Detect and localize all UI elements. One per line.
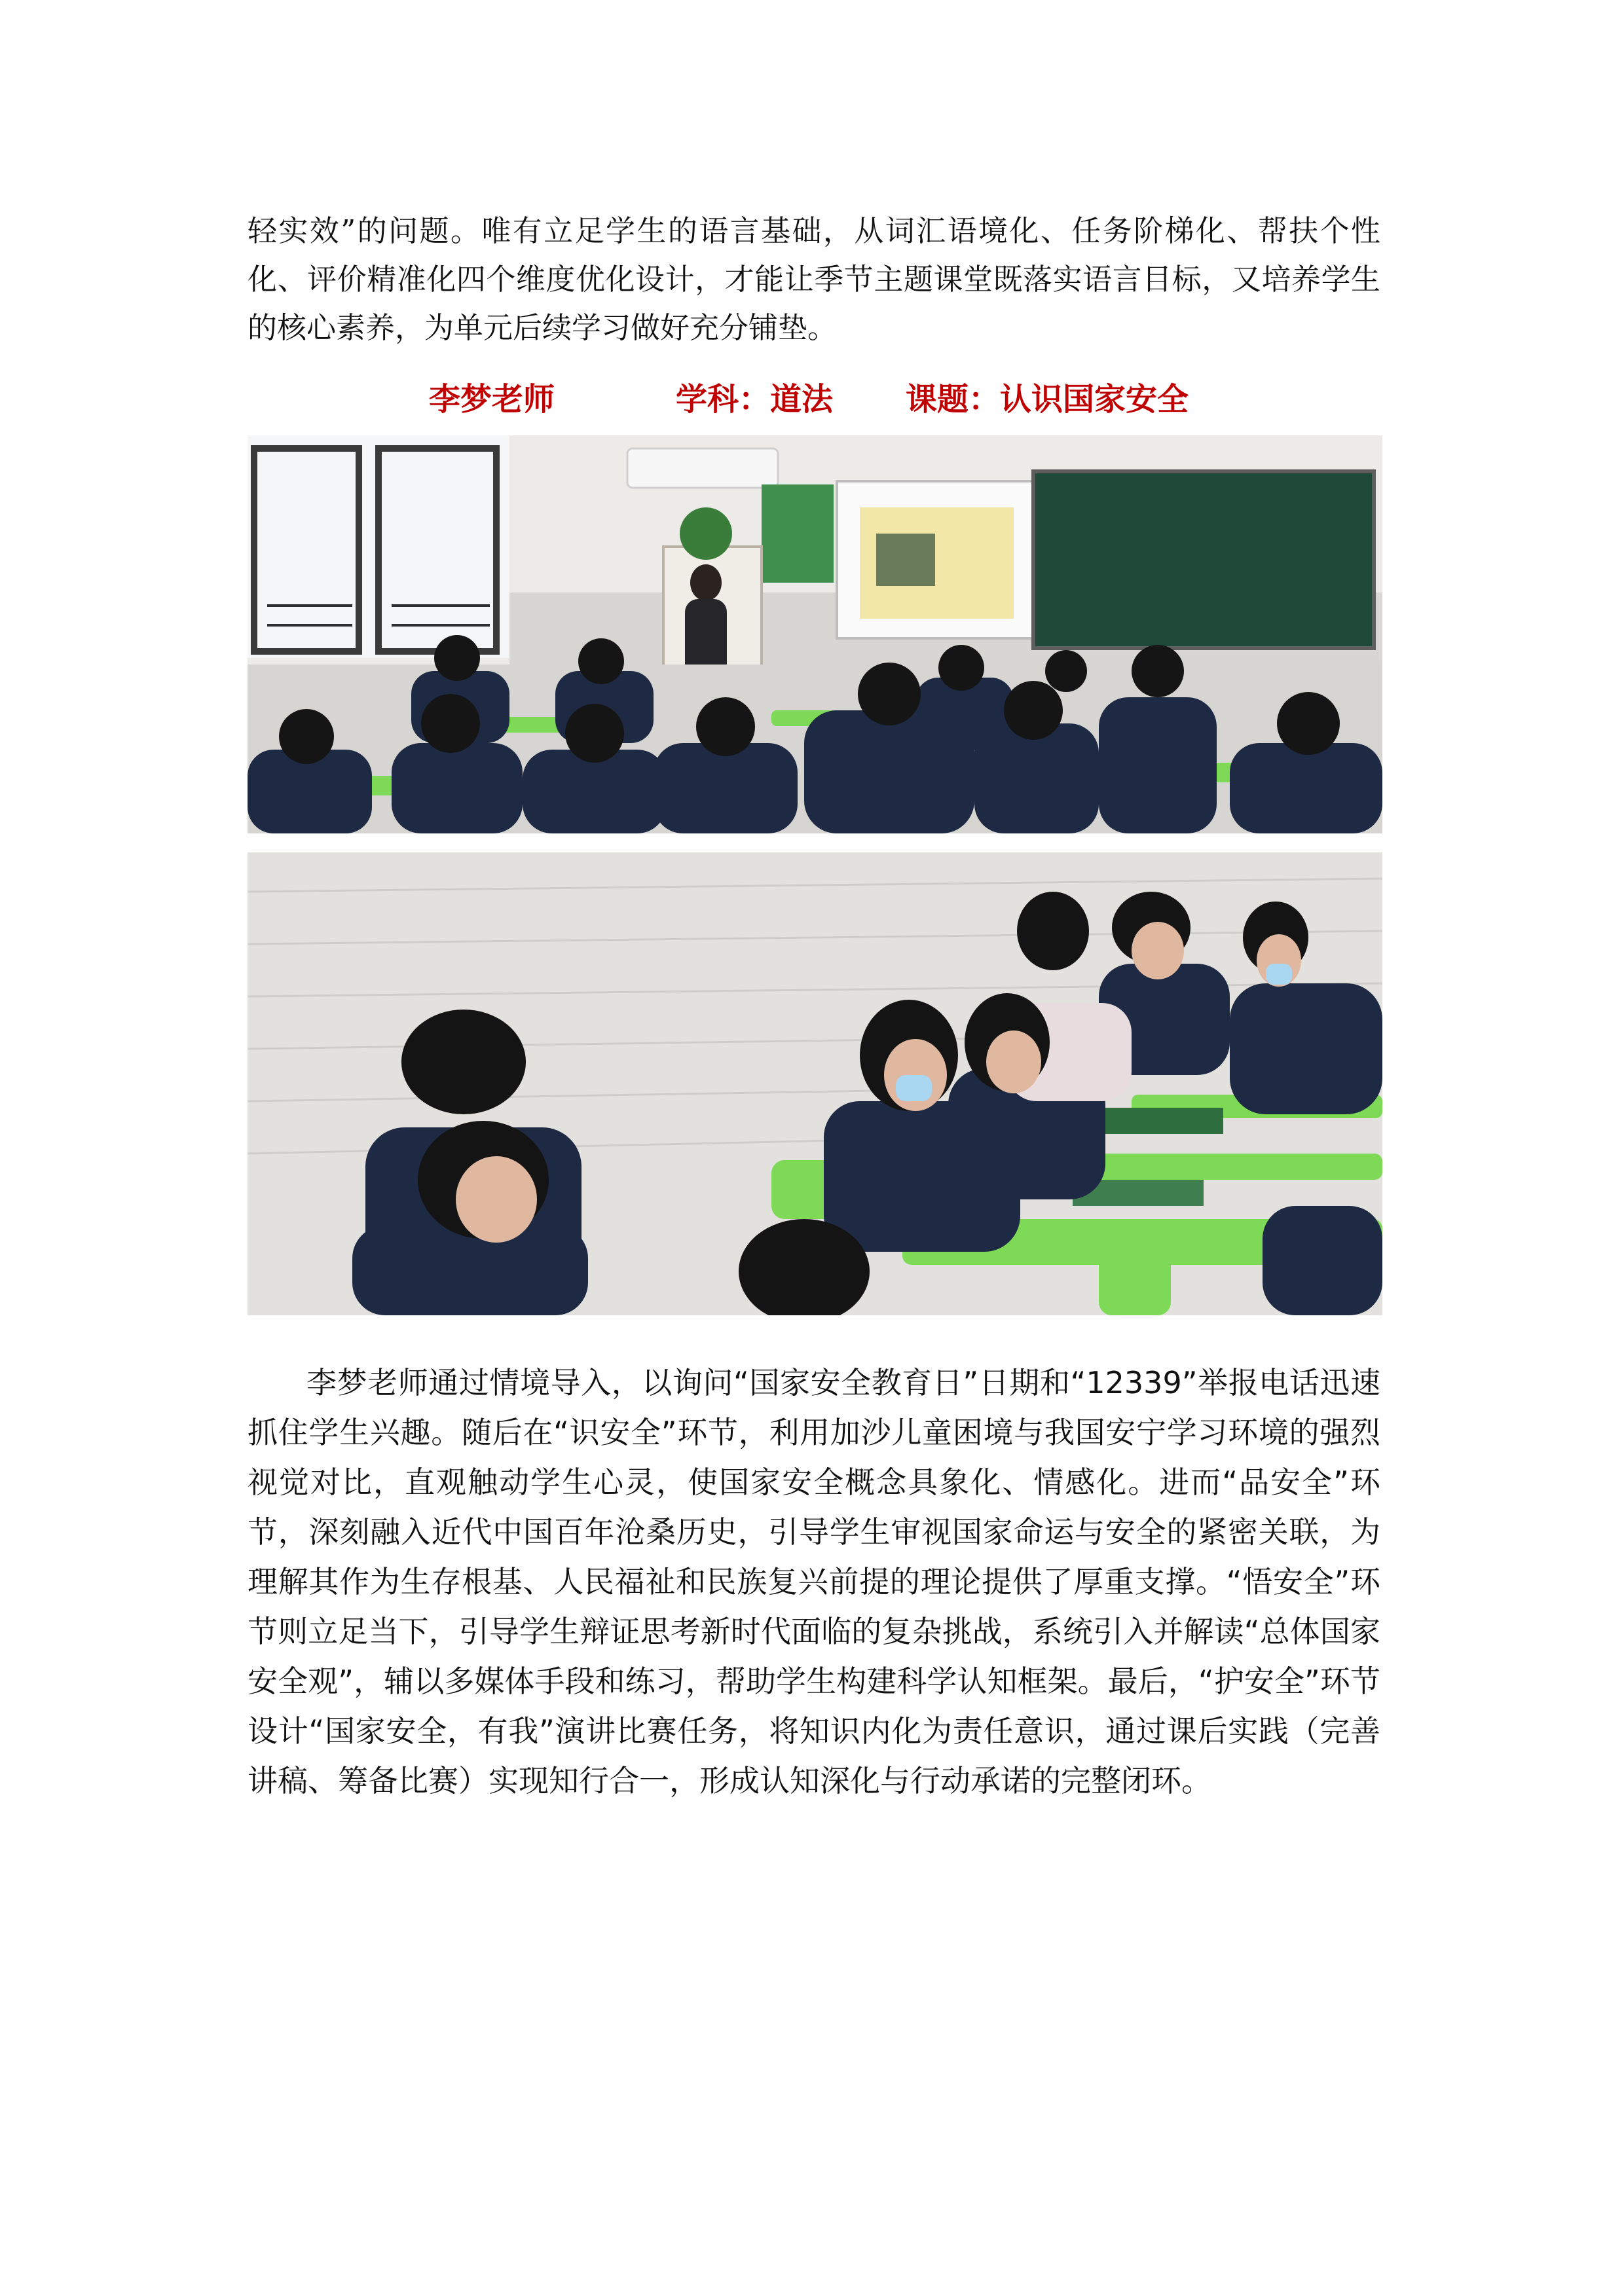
classroom-photo xyxy=(248,435,1382,833)
body-paragraph: 李梦老师通过情境导入，以询问“国家安全教育日”日期和“12339”举报电话迅速抓住学生兴趣。随后在“识安全”环节，利用加沙儿童困境与我国安宁学习环境的强烈视觉对比，直观触动学生心灵，使国家安全概念具象化、情感化。进而“品安全”环节，深刻融入近代中国百年沧桑历史，引导学生审视国家命运与安全的紧密关联，为理解其作为生存根基、人民福祉和民族复兴前提的理论提供了厚重支撑。“悟安全”环节则立足当下，引导学生辩证思考新时代面临的复杂挑战，系统引入并解读“总体国家安全观”，辅以多媒体手段和练习，帮助学生构建科学认知框架。最后，“护安全”环节设计“国家安全，有我”演讲比赛任务，将知识内化为责任意识，通过课后实践（完善讲稿、筹备比赛）实现知行合一，形成认知深化与行动承诺的完整闭环。 xyxy=(248,1365,1380,1798)
students-at-desks-photo xyxy=(248,852,1382,1315)
caption-topic: 课题：认识国家安全 xyxy=(906,381,1189,418)
students-photo xyxy=(248,852,1382,1315)
classroom-teacher-projector-photo xyxy=(248,435,1382,833)
caption-subject: 学科：道法 xyxy=(676,381,834,418)
caption-teacher: 李梦老师 xyxy=(429,381,555,418)
intro-paragraph: 轻实效”的问题。唯有立足学生的语言基础，从词汇语境化、任务阶梯化、帮扶个性化、评价精准化四个维度优化设计，才能让季节主题课堂既落实语言目标，又培养学生的核心素养，为单元后续学习做好充分铺垫。 xyxy=(248,213,1380,345)
